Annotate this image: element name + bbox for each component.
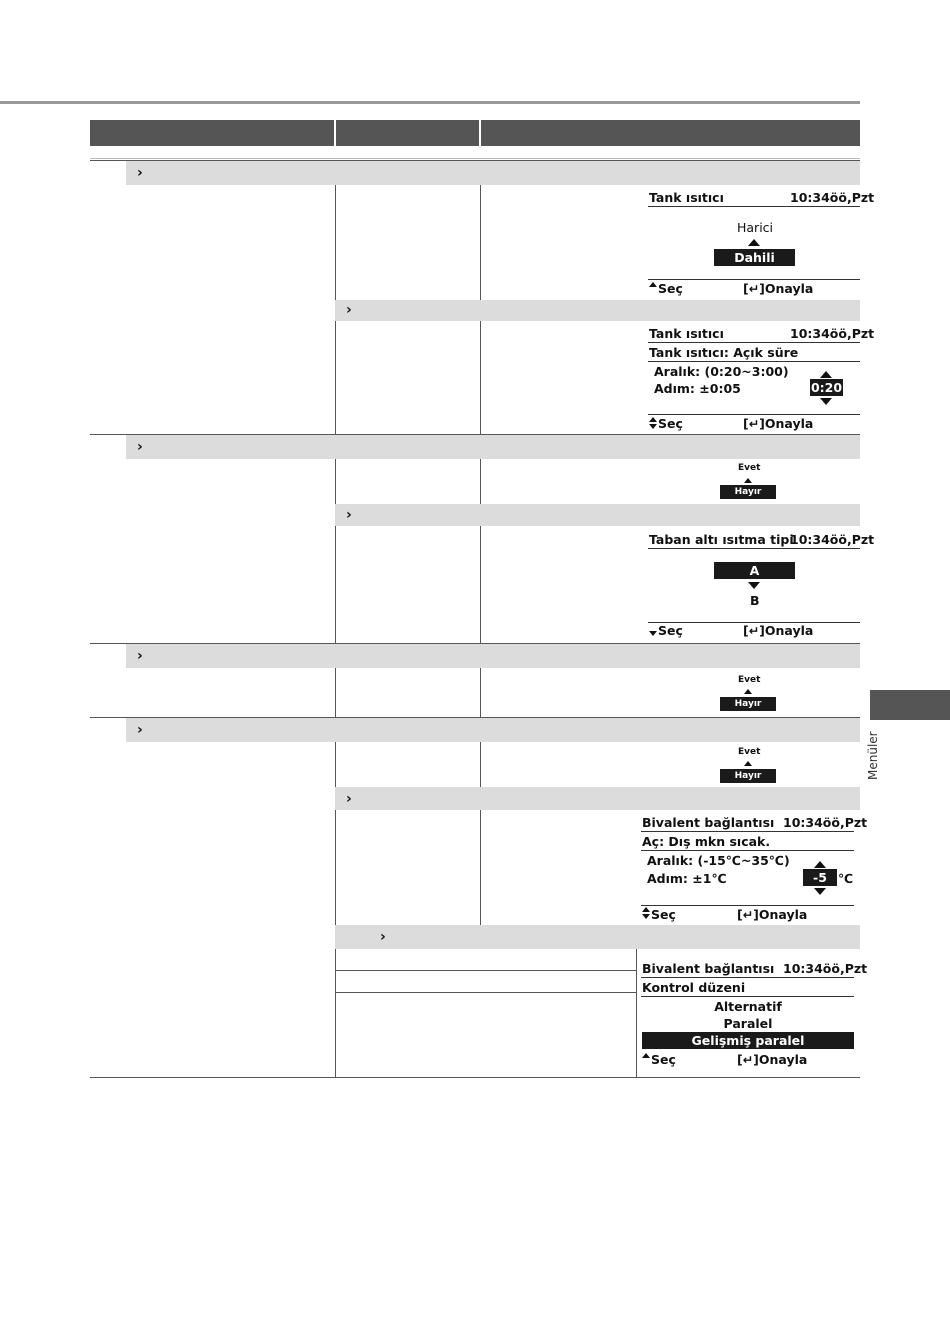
col-divider <box>636 949 637 1077</box>
section-bar-1 <box>126 161 860 185</box>
header-divider <box>479 120 481 146</box>
chevron-right-icon: › <box>346 507 352 523</box>
lcd-title: Taban altı ısıtma tipi <box>649 532 794 547</box>
lcd-divider <box>648 206 860 207</box>
lcd-option-paralel: Paralel <box>723 1016 773 1031</box>
col-divider <box>480 742 481 787</box>
lcd-divider <box>648 548 860 549</box>
lcd-divider <box>641 850 854 851</box>
lcd-title: Bivalent bağlantısı <box>642 815 775 830</box>
arrow-up-icon <box>748 239 760 246</box>
chevron-right-icon: › <box>137 648 143 664</box>
row-divider <box>335 970 636 971</box>
lcd-step: Adım: ±0:05 <box>654 381 741 396</box>
arrow-up-icon <box>814 861 826 868</box>
section-bar-4 <box>126 718 860 742</box>
lcd-time: 10:34öö,Pzt <box>783 961 868 976</box>
lcd-time: 10:34öö,Pzt <box>790 190 875 205</box>
lcd-title: Tank ısıtıcı <box>649 190 724 205</box>
lcd-confirm-label: [↵]Onayla <box>737 1052 808 1067</box>
lcd-title: Bivalent bağlantısı <box>642 961 775 976</box>
header-divider <box>334 120 336 146</box>
lcd-step: Adım: ±1℃ <box>647 871 727 886</box>
chevron-right-icon: › <box>137 439 143 455</box>
col-divider <box>480 459 481 504</box>
arrow-down-icon <box>814 888 826 895</box>
lcd-confirm-label: [↵]Onayla <box>743 281 814 296</box>
arrow-down-icon <box>748 582 760 589</box>
col-divider <box>480 185 481 300</box>
row-divider <box>335 992 636 993</box>
arrow-up-icon <box>642 907 650 912</box>
lcd-value: 0:20 <box>810 380 843 395</box>
arrow-down-icon <box>642 914 650 919</box>
lcd-range: Aralık: (0:20~3:00) <box>654 364 789 379</box>
col-divider <box>335 668 336 717</box>
lcd-divider <box>641 977 854 978</box>
arrow-up-icon <box>649 282 657 287</box>
table-header <box>90 120 860 146</box>
lcd-time: 10:34öö,Pzt <box>790 532 875 547</box>
lcd-time: 10:34öö,Pzt <box>790 326 875 341</box>
arrow-up-icon <box>820 371 832 378</box>
lcd-selected-option: A <box>714 562 795 579</box>
arrow-down-icon <box>649 631 657 636</box>
section-bar-2 <box>126 435 860 459</box>
table-bottom <box>90 1077 860 1078</box>
lcd-option-alternatif: Alternatif <box>714 999 782 1014</box>
lcd-selected-option: Hayır <box>720 769 776 783</box>
lcd-divider <box>641 905 854 906</box>
lcd-divider <box>641 831 854 832</box>
lcd-selected-option: Hayır <box>720 485 776 499</box>
lcd-option-evet: Evet <box>738 463 761 473</box>
lcd-subtitle: Tank ısıtıcı: Açık süre <box>649 345 799 360</box>
subsection-bar <box>335 787 860 810</box>
lcd-divider <box>648 342 860 343</box>
chevron-right-icon: › <box>380 929 386 945</box>
lcd-select-label: Seç <box>658 281 683 296</box>
lcd-option-b: B <box>750 593 760 608</box>
lcd-select-label: Seç <box>658 416 683 431</box>
subsection-bar <box>335 925 860 949</box>
lcd-confirm-label: [↵]Onayla <box>743 623 814 638</box>
chevron-right-icon: › <box>346 791 352 807</box>
lcd-subtitle: Aç: Dış mkn sıcak. <box>642 834 771 849</box>
lcd-confirm-label: [↵]Onayla <box>743 416 814 431</box>
col-divider <box>480 526 481 643</box>
lcd-divider <box>648 361 860 362</box>
lcd-option-harici: Harici <box>737 220 774 235</box>
lcd-subtitle: Kontrol düzeni <box>642 980 746 995</box>
col-divider <box>480 321 481 434</box>
section-bar-3 <box>126 644 860 668</box>
chevron-right-icon: › <box>137 722 143 738</box>
arrow-up-icon <box>642 1053 650 1058</box>
lcd-unit: ℃ <box>838 871 854 886</box>
lcd-title: Tank ısıtıcı <box>649 326 724 341</box>
lcd-option-evet: Evet <box>738 675 761 685</box>
arrow-up-icon <box>649 417 657 422</box>
chevron-right-icon: › <box>346 302 352 318</box>
subsection-bar <box>335 504 860 526</box>
lcd-range: Aralık: (-15℃~35℃) <box>647 853 790 868</box>
lcd-selected-option: Hayır <box>720 697 776 711</box>
lcd-option-evet: Evet <box>738 747 761 757</box>
subsection-bar <box>335 300 860 321</box>
lcd-select-label: Seç <box>651 907 676 922</box>
col-divider <box>480 810 481 925</box>
lcd-selected-option: Gelişmiş paralel <box>642 1032 854 1049</box>
lcd-divider <box>648 279 860 280</box>
lcd-confirm-label: [↵]Onayla <box>737 907 808 922</box>
lcd-time: 10:34öö,Pzt <box>783 815 868 830</box>
col-divider <box>335 459 336 643</box>
section-tab-label: Menüler <box>866 731 880 780</box>
arrow-up-icon <box>744 761 752 766</box>
lcd-divider <box>641 996 854 997</box>
lcd-value: -5 <box>803 869 837 886</box>
lcd-select-label: Seç <box>658 623 683 638</box>
lcd-select-label: Seç <box>651 1052 676 1067</box>
arrow-down-icon <box>649 424 657 429</box>
col-divider <box>480 668 481 717</box>
arrow-down-icon <box>820 398 832 405</box>
chevron-right-icon: › <box>137 165 143 181</box>
lcd-selected-option: Dahili <box>714 249 795 266</box>
row-divider <box>90 158 860 159</box>
top-rule <box>0 101 860 104</box>
arrow-up-icon <box>744 689 752 694</box>
section-tab <box>870 690 950 720</box>
arrow-up-icon <box>744 478 752 483</box>
lcd-divider <box>648 414 860 415</box>
